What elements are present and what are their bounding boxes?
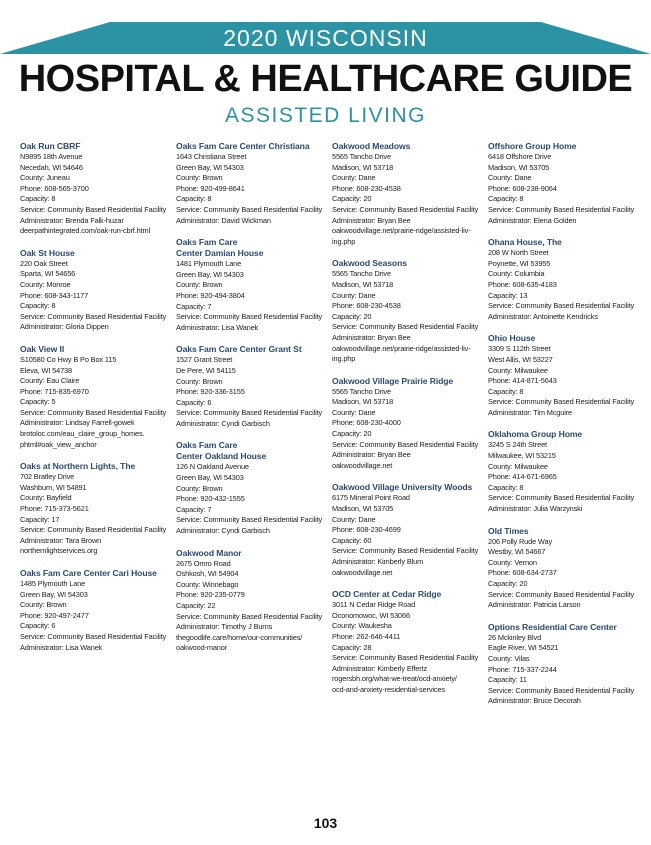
- facility-county: County: Dane: [332, 290, 376, 300]
- facility-detail: oakwoodvillage.net/prairie-ridge/assisted-liv-: [332, 226, 471, 236]
- facility-county: County: Dane: [488, 173, 532, 183]
- facility-administrator: Administrator: Lindsay Farrell-gowek: [20, 418, 135, 428]
- facility-administrator: Administrator: Cyndi Garbisch: [176, 418, 270, 428]
- facility-phone: Phone: 414-871-5643: [488, 376, 557, 386]
- facility-detail: Westby, WI 54667: [488, 547, 546, 557]
- facility-county: County: Columbia: [488, 269, 545, 279]
- facility-detail: 1643 Christiana Street: [176, 152, 247, 161]
- facility-capacity: Capacity: 20: [332, 429, 372, 439]
- facility-detail: Madison, WI 53705: [488, 162, 550, 172]
- facility-administrator: Administrator: Gloria Dippen: [20, 322, 109, 332]
- facility-entry: [20, 568, 172, 653]
- facility-service: Service: Community Based Residential Facility: [332, 546, 479, 556]
- facility-county: County: Milwaukee: [488, 461, 548, 471]
- facility-entry: [20, 344, 172, 450]
- facility-detail: Oconomowoc, WI 53066: [332, 610, 410, 620]
- facility-capacity: Capacity: 8: [488, 482, 524, 492]
- facility-capacity: Capacity: 11: [488, 675, 527, 685]
- facility-phone: Phone: 920-432-1555: [176, 494, 245, 504]
- facility-name: OCD Center at Cedar Ridge: [332, 589, 442, 600]
- facility-name: Oakwood Village University Woods: [332, 482, 473, 493]
- facility-detail: Eleva, WI 54738: [20, 365, 72, 375]
- facility-detail: 5565 Tancho Drive: [332, 386, 391, 396]
- facility-detail: 1527 Grant Street: [176, 355, 233, 365]
- facility-entry: [176, 237, 328, 333]
- facility-detail: 6418 Offshore Drive: [488, 152, 552, 161]
- facility-county: County: Monroe: [20, 279, 71, 289]
- facility-administrator: Administrator: Bryan Bee: [332, 332, 411, 342]
- facility-service: Service: Community Based Residential Facility: [176, 204, 323, 214]
- facility-detail: ing.php: [332, 236, 356, 246]
- facility-administrator: Administrator: Kimberly Blum: [332, 557, 424, 566]
- facility-detail: oakwoodvillage.net/prairie-ridge/assisted-liv-: [332, 343, 471, 353]
- facility-detail: Green Bay, WI 54303: [176, 473, 244, 483]
- facility-county: County: Dane: [332, 514, 376, 524]
- facility-service: Service: Community Based Residential Facility: [488, 301, 635, 311]
- facility-administrator: Administrator: David Wickman: [176, 215, 271, 225]
- facility-county: County: Brown: [176, 376, 223, 386]
- facility-administrator: Administrator: Bruce Decorah: [488, 696, 581, 706]
- facility-administrator: Administrator: Brenda Falk-huzar: [20, 215, 124, 225]
- facility-name: Center Damian House: [176, 248, 264, 259]
- facility-detail: 5565 Tancho Drive: [332, 269, 391, 279]
- facility-entry: [332, 258, 484, 364]
- facility-county: County: Milwaukee: [488, 365, 548, 375]
- facility-name: Old Times: [488, 525, 529, 536]
- facility-county: County: Brown: [176, 483, 223, 493]
- facility-entry: [488, 622, 640, 707]
- facility-name: Options Residential Care Center: [488, 621, 617, 632]
- facility-detail: 2675 Omro Road: [176, 558, 231, 568]
- facility-capacity: Capacity: 7: [176, 301, 212, 311]
- facility-administrator: Administrator: Timothy J Burns: [176, 622, 273, 632]
- facility-phone: Phone: 608-635-4183: [488, 279, 557, 289]
- facility-entry: [176, 344, 328, 429]
- facility-administrator: Administrator: Lisa Wanek: [20, 642, 103, 652]
- facility-phone: Phone: 608-343-1177: [20, 290, 89, 300]
- facility-detail: ing.php: [332, 354, 356, 364]
- facility-detail: Oshkosh, WI 54904: [176, 569, 239, 579]
- facility-entry: [20, 461, 172, 557]
- facility-capacity: Capacity: 7: [176, 504, 212, 514]
- facility-phone: Phone: 920-497-2477: [20, 610, 89, 620]
- facility-service: Service: Community Based Residential Facility: [332, 322, 479, 332]
- facility-phone: Phone: 608-230-4000: [332, 418, 401, 428]
- facility-name: Oakwood Meadows: [332, 141, 411, 151]
- facility-entry: [488, 333, 640, 418]
- facility-county: County: Bayfield: [20, 493, 72, 503]
- facility-phone: Phone: 608-565-3700: [20, 183, 89, 193]
- facility-service: Service: Community Based Residential Facility: [488, 589, 635, 599]
- facility-detail: Milwaukee, WI 53215: [488, 451, 556, 461]
- facility-service: Service: Community Based Residential Facility: [332, 653, 479, 663]
- facility-service: Service: Community Based Residential Facility: [488, 204, 635, 214]
- facility-service: Service: Community Based Residential Facility: [176, 611, 323, 621]
- facility-entry: [332, 482, 484, 578]
- facility-phone: Phone: 608-230-4538: [332, 301, 401, 311]
- facility-detail: De Pere, WI 54115: [176, 365, 236, 375]
- facility-detail: oakwoodvillage.net: [332, 567, 393, 577]
- facility-detail: N9895 18th Avenue: [20, 152, 83, 161]
- facility-detail: 3309 S 112th Street: [488, 344, 551, 354]
- facility-detail: 702 Bratley Drive: [20, 472, 75, 482]
- facility-detail: 26 Mckinley Blvd: [488, 632, 542, 642]
- facility-entry: [20, 248, 172, 333]
- facility-county: County: Waukesha: [332, 621, 392, 631]
- facility-detail: ocd-and-anxiety-residential-services: [332, 684, 445, 694]
- facility-capacity: Capacity: 28: [332, 642, 372, 652]
- facility-phone: Phone: 920-336-3155: [176, 387, 245, 397]
- facility-entry: [332, 589, 484, 695]
- facility-detail: 206 Polly Rude Way: [488, 536, 552, 546]
- listing-column-1: [20, 141, 172, 664]
- page-title: HOSPITAL & HEALTHCARE GUIDE: [18, 58, 633, 100]
- facility-administrator: Administrator: Bryan Bee: [332, 450, 411, 460]
- banner-text: 2020 WISCONSIN: [223, 25, 428, 51]
- facility-detail: Madison, WI 53718: [332, 397, 394, 407]
- facility-detail: Madison, WI 53718: [332, 162, 394, 172]
- facility-detail: oakwood-manor: [176, 643, 228, 653]
- facility-detail: Eagle River, WI 54521: [488, 643, 559, 653]
- facility-administrator: Administrator: Tim Mcguire: [488, 407, 572, 417]
- page-number: 103: [313, 815, 338, 831]
- facility-county: County: Vilas: [488, 653, 530, 663]
- facility-county: County: Juneau: [20, 173, 70, 183]
- facility-detail: 208 W North Street: [488, 248, 549, 258]
- facility-detail: Madison, WI 53705: [332, 504, 394, 514]
- listing-column-4: [488, 141, 640, 718]
- facility-phone: Phone: 715-373-5621: [20, 504, 89, 514]
- facility-entry: [488, 237, 640, 322]
- facility-name: Oakwood Manor: [176, 547, 242, 558]
- facility-service: Service: Community Based Residential Facility: [176, 312, 323, 322]
- facility-county: County: Brown: [20, 600, 67, 610]
- facility-entry: [488, 141, 640, 226]
- facility-detail: thegoodlife.care/home/our-communities/: [176, 632, 303, 642]
- facility-administrator: Administrator: Julia Warzynski: [488, 504, 583, 514]
- facility-detail: 126 N Oakland Avenue: [176, 462, 249, 472]
- facility-detail: 220 Oak Street: [20, 258, 68, 268]
- facility-phone: Phone: 608-634-2737: [488, 568, 557, 578]
- facility-capacity: Capacity: 8: [20, 194, 56, 204]
- facility-name: Oakwood Village Prairie Ridge: [332, 375, 454, 386]
- facility-detail: 1485 Plymouth Lane: [20, 579, 86, 588]
- facility-service: Service: Community Based Residential Facility: [20, 204, 167, 214]
- facility-service: Service: Community Based Residential Facility: [20, 407, 167, 417]
- facility-detail: S10580 Co Hwy B Po Box 115: [20, 354, 117, 364]
- facility-capacity: Capacity: 13: [488, 290, 528, 300]
- facility-entry: [488, 429, 640, 514]
- facility-detail: Green Bay, WI 54303: [176, 269, 244, 279]
- facility-phone: Phone: 262-646-4411: [332, 631, 401, 641]
- facility-entry: [176, 141, 328, 226]
- header-banner: [0, 22, 651, 54]
- facility-county: County: Brown: [176, 173, 223, 183]
- facility-detail: Green Bay, WI 54303: [20, 589, 88, 599]
- facility-county: County: Eau Claire: [20, 376, 80, 386]
- facility-entry: [20, 141, 172, 237]
- facility-phone: Phone: 920-494-3804: [176, 290, 245, 300]
- facility-name: Offshore Group Home: [488, 141, 577, 151]
- facility-phone: Phone: 414-671-6965: [488, 472, 557, 482]
- facility-county: County: Winnebago: [176, 579, 239, 589]
- facility-service: Service: Community Based Residential Facility: [176, 515, 323, 525]
- facility-phone: Phone: 608-238-9064: [488, 183, 557, 193]
- facility-name: Center Oakland House: [176, 451, 267, 462]
- facility-capacity: Capacity: 8: [20, 301, 56, 311]
- facility-detail: 5565 Tancho Drive: [332, 152, 391, 161]
- facility-service: Service: Community Based Residential Facility: [488, 493, 635, 503]
- facility-service: Service: Community Based Residential Facility: [332, 439, 479, 449]
- facility-detail: Madison, WI 53718: [332, 279, 394, 289]
- facility-entry: [332, 141, 484, 247]
- facility-service: Service: Community Based Residential Facility: [20, 631, 167, 641]
- facility-phone: Phone: 608-230-4538: [332, 183, 401, 193]
- facility-detail: brotoloc.com/eau_claire_group_homes.: [20, 429, 145, 439]
- facility-capacity: Capacity: 22: [176, 601, 216, 610]
- facility-phone: Phone: 715-835-6970: [20, 386, 89, 396]
- facility-county: County: Brown: [176, 280, 223, 290]
- facility-phone: Phone: 715-337-2244: [488, 664, 557, 674]
- facility-phone: Phone: 608-230-4699: [332, 525, 401, 535]
- facility-name: Oaks Fam Care: [176, 440, 238, 451]
- facility-name: Oakwood Seasons: [332, 258, 407, 269]
- facility-service: Service: Community Based Residential Facility: [488, 397, 635, 407]
- facility-detail: rogersbh.org/what-we-treat/ocd-anxiety/: [332, 674, 457, 684]
- facility-service: Service: Community Based Residential Facility: [20, 525, 167, 535]
- facility-name: Ohana House, The: [488, 237, 562, 248]
- facility-detail: northernlightservices.org: [20, 546, 98, 556]
- facility-entry: [176, 548, 328, 654]
- facility-detail: Necedah, WI 54646: [20, 162, 83, 172]
- listing-columns: [20, 141, 640, 806]
- facility-name: Oak St House: [20, 247, 75, 258]
- facility-name: Oaks at Northern Lights, The: [20, 461, 136, 472]
- listing-column-2: [176, 141, 328, 665]
- facility-county: County: Dane: [332, 173, 376, 183]
- facility-capacity: Capacity: 60: [332, 535, 372, 545]
- facility-detail: oakwoodvillage.net: [332, 460, 393, 470]
- facility-capacity: Capacity: 8: [488, 194, 524, 204]
- facility-county: County: Vernon: [488, 557, 537, 567]
- facility-entry: [488, 526, 640, 611]
- facility-capacity: Capacity: 8: [488, 386, 524, 396]
- facility-administrator: Administrator: Bryan Bee: [332, 215, 411, 225]
- facility-capacity: Capacity: 6: [176, 397, 212, 407]
- facility-name: Oak View II: [20, 343, 65, 354]
- facility-detail: phtml#oak_view_anchor: [20, 439, 97, 449]
- facility-detail: 3011 N Cedar Ridge Road: [332, 600, 416, 610]
- facility-name: Oaks Fam Care Center Christiana: [176, 141, 310, 151]
- facility-capacity: Capacity: 8: [176, 194, 212, 204]
- facility-detail: 1481 Plymouth Lane: [176, 259, 242, 269]
- facility-administrator: Administrator: Tara Brown: [20, 535, 102, 545]
- facility-detail: West Allis, WI 53227: [488, 354, 553, 364]
- facility-phone: Phone: 920-499-8641: [176, 183, 245, 193]
- facility-capacity: Capacity: 20: [332, 311, 372, 321]
- facility-service: Service: Community Based Residential Facility: [332, 204, 479, 214]
- facility-detail: deerpathintegrated.com/oak-run-cbrf.html: [20, 226, 150, 236]
- facility-administrator: Administrator: Kimberly Effertz: [332, 663, 428, 673]
- facility-capacity: Capacity: 6: [20, 621, 56, 631]
- facility-name: Oaks Fam Care Center Grant St: [176, 344, 302, 355]
- facility-capacity: Capacity: 20: [332, 194, 372, 204]
- facility-detail: Green Bay, WI 54303: [176, 162, 244, 172]
- facility-administrator: Administrator: Cyndi Garbisch: [176, 526, 270, 536]
- facility-administrator: Administrator: Elena Golden: [488, 215, 577, 225]
- facility-name: Oklahoma Group Home: [488, 429, 583, 440]
- facility-administrator: Administrator: Antoinette Kendricks: [488, 311, 598, 321]
- facility-detail: Washburn, WI 54891: [20, 482, 87, 492]
- facility-county: County: Dane: [332, 407, 376, 417]
- facility-entry: [332, 376, 484, 472]
- facility-service: Service: Community Based Residential Facility: [176, 408, 323, 418]
- facility-detail: Sparta, WI 54656: [20, 269, 76, 279]
- facility-service: Service: Community Based Residential Facility: [488, 685, 635, 695]
- facility-name: Oaks Fam Care Center Cari House: [20, 568, 157, 578]
- facility-service: Service: Community Based Residential Facility: [20, 311, 167, 321]
- facility-name: Oaks Fam Care: [176, 237, 238, 248]
- facility-detail: 6175 Mineral Point Road: [332, 493, 410, 503]
- section-title: ASSISTED LIVING: [224, 104, 427, 127]
- facility-administrator: Administrator: Lisa Wanek: [176, 322, 259, 332]
- facility-name: Ohio House: [488, 333, 536, 344]
- facility-detail: 3245 S 24th Street: [488, 440, 547, 450]
- facility-capacity: Capacity: 20: [488, 579, 528, 588]
- facility-capacity: Capacity: 17: [20, 514, 60, 524]
- listing-column-3: [332, 141, 484, 707]
- facility-entry: [176, 440, 328, 536]
- facility-capacity: Capacity: 5: [20, 397, 56, 407]
- facility-administrator: Administrator: Patricia Larson: [488, 600, 581, 610]
- facility-name: Oak Run CBRF: [20, 141, 81, 151]
- facility-detail: Poynette, WI 53955: [488, 258, 551, 268]
- facility-phone: Phone: 920-235-0779: [176, 590, 245, 600]
